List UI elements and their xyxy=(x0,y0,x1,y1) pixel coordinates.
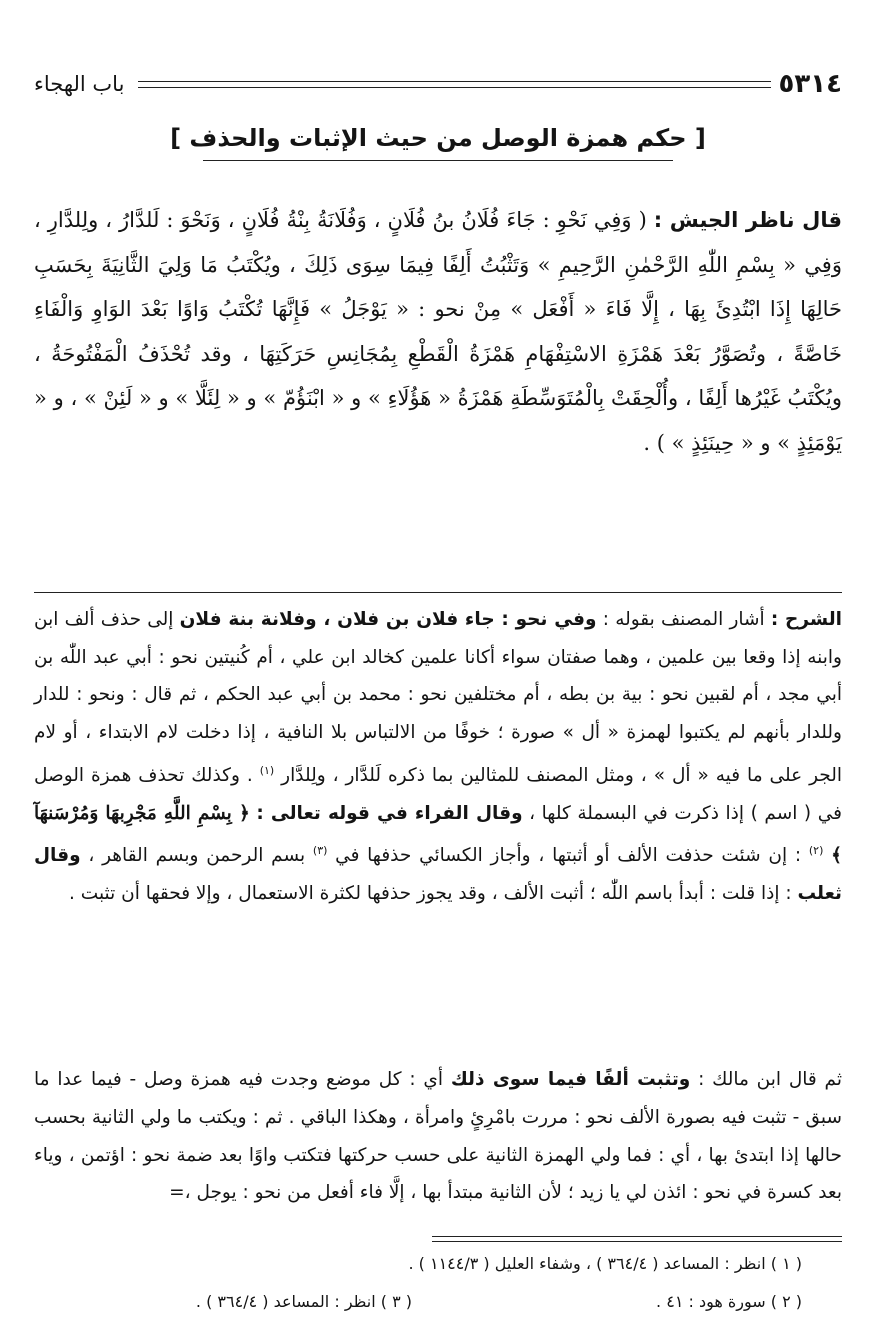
matn-lead: قال ناظر الجيش : xyxy=(653,208,842,232)
sharh-quote: وتثبت ألفًا فيما سوى ذلك xyxy=(450,1069,691,1090)
footnote-ref-2: (٢) xyxy=(808,844,824,858)
section-title-text: [ حكم همزة الوصل من حيث الإثبات والحذف ] xyxy=(170,124,706,152)
footnote-1: ( ١ ) انظر : المساعد ( ٣٦٤/٤ ) ، وشفاء العليل ( ١١٤٤/٣ ) . xyxy=(408,1254,802,1273)
footnote-rule xyxy=(432,1241,842,1242)
quran-verse: ﴿ بِسْمِ اللَّهِ مَجْرِبهَا وَمُرْسَنهَآ ﴾ xyxy=(34,802,842,867)
running-header xyxy=(34,64,842,104)
sharh-lead: الشرح : xyxy=(770,609,842,630)
sharh-text: : إذا قلت : أبدأ باسم اللّٰه ؛ أثبت الألف ، وقد يجوز حذفها لكثرة الاستعمال ، وإلا فحقها أن تثبت . xyxy=(69,883,792,905)
sharh-text: بسم الرحمن وبسم القاهر ، xyxy=(88,845,306,867)
page-number: ٥٣١٤ xyxy=(778,69,842,99)
footnote-ref-3: (٣) xyxy=(312,844,328,858)
sharh-text: أي : كل موضع وجدت فيه همزة وصل - فيما عدا ما سبق - تثبت فيه بصورة الألف نحو : مررت بامْرِئٍ وامرأة ، وهكذا الباقي . ثم : ويكتب ما ولي الثانية بحسب حالها إذا ابتدئ بها ، أي : فما ولي الهمزة الثانية على حسب حركتها فتكتب واوًا بعد ضمة نحو : اؤتمن ، وياء بعد كسرة في نحو : ائذن لي يا زيد ؛ لأن الثانية مبتدأ بها ، إلَّا فاء أفعل من نحو : يوجل ،= xyxy=(34,1069,842,1204)
sharh-quote: وقال الفراء في قوله تعالى : xyxy=(256,802,523,824)
sharh-quote: وفي نحو : جاء فلان بن فلان ، وفلانة بنة فلان xyxy=(179,609,597,630)
section-title xyxy=(34,124,842,161)
footnote-ref-1: (١) xyxy=(259,763,275,777)
matn-divider xyxy=(34,592,842,593)
sharh-quote: وقال ثعلب xyxy=(34,845,842,905)
sharh-text: أشار المصنف بقوله : xyxy=(602,609,765,630)
title-underline xyxy=(203,160,673,161)
header-rule xyxy=(138,81,770,88)
sharh-paragraph-1 xyxy=(34,601,842,913)
footnote-3: ( ٣ ) انظر : المساعد ( ٣٦٤/٤ ) . xyxy=(195,1292,412,1311)
chapter-title: باب الهجاء xyxy=(34,72,125,96)
matn-body: ( وَفِي نَحْوِ : جَاءَ فُلَانُ بنُ فُلَانٍ ، وَفُلَانَةُ بِنْةُ فُلَانٍ ، وَنَحْوَ : لَلدَّارُ ، ولِلدَّارِ ، وَفِي « بِسْمِ اللّٰهِ الرَّحْمٰنِ الرَّحِيمِ » وَتَثْبُتُ أَلِفًا فِيمَا سِوَى ذَلِكَ ، ويُكْتَبُ مَا وَلِيَ الثَّانِيَةَ بِحَسَبِ حَالِهَا إِذَا ابْتُدِئَ بِهَا ، إِلَّا فَاءَ « أَفْعَل » مِنْ نحو : « يَوْجَلُ » فَإِنَّهَا تُكْتَبُ وَاوًا بَعْدَ الوَاوِ وَالْفَاءِ خَاصَّةً ، وتُصَوَّرُ بَعْدَ هَمْزَةِ الاسْتِفْهَامِ هَمْزَةُ الْقَطْعِ بِمُجَانِسِ حَرَكَتِهَا ، وقد تُحْذَفُ الْمَفْتُوحَةُ ، ويُكْتَبُ غَيْرُها أَلِفًا ، وأُلْحِقَتْ بِالْمُتَوَسِّطَةِ هَمْزَةُ « هَؤُلَاءِ » و « ابْنَؤُمّ » و « لِئَلَّا » و « لَئِنْ » ، و « يَوْمَئِذٍ » و « حِينَئِذٍ » ) . xyxy=(34,208,842,455)
sharh-text: إلى حذف ألف ابن وابنه إذا وقعا بين علمين ، وهما صفتان سواء أكانا علمين كخالد ابن علي ، أم كُنيتين نحو : أبي عبد اللّٰه بن أبي مجد ، أم لقبين نحو : بية بن بطه ، أم مختلفين نحو : محمد بن أبي عبد الحكم ، ثم قال : ونحو : للدار وللدار بأنهم لم يكتبوا لهمزة « أل » صورة ؛ خوفًا من الالتباس بلا النافية ، إذا دخلت لام الابتداء ، أو لام الجر على ما فيه « أل » ، ومثل المصنف للمثالين بما ذكره لَلدَّار ، ولِلدَّار xyxy=(34,609,842,786)
sharh-paragraph-2 xyxy=(34,1061,842,1212)
sharh-text: : إن شئت حذفت الألف أو أثبتها ، وأجاز الكسائي حذفها في xyxy=(335,845,802,867)
footnote-2: ( ٢ ) سورة هود : ٤١ . xyxy=(656,1292,802,1311)
footnote-rule xyxy=(432,1236,842,1237)
book-page xyxy=(34,60,842,1320)
matn-text xyxy=(34,198,842,465)
sharh-text: ثم قال ابن مالك : xyxy=(698,1069,843,1090)
sharh-text: . وكذلك تحذف همزة الوصل في ( اسم ) إذا ذكرت في البسملة كلها ، xyxy=(34,764,842,824)
